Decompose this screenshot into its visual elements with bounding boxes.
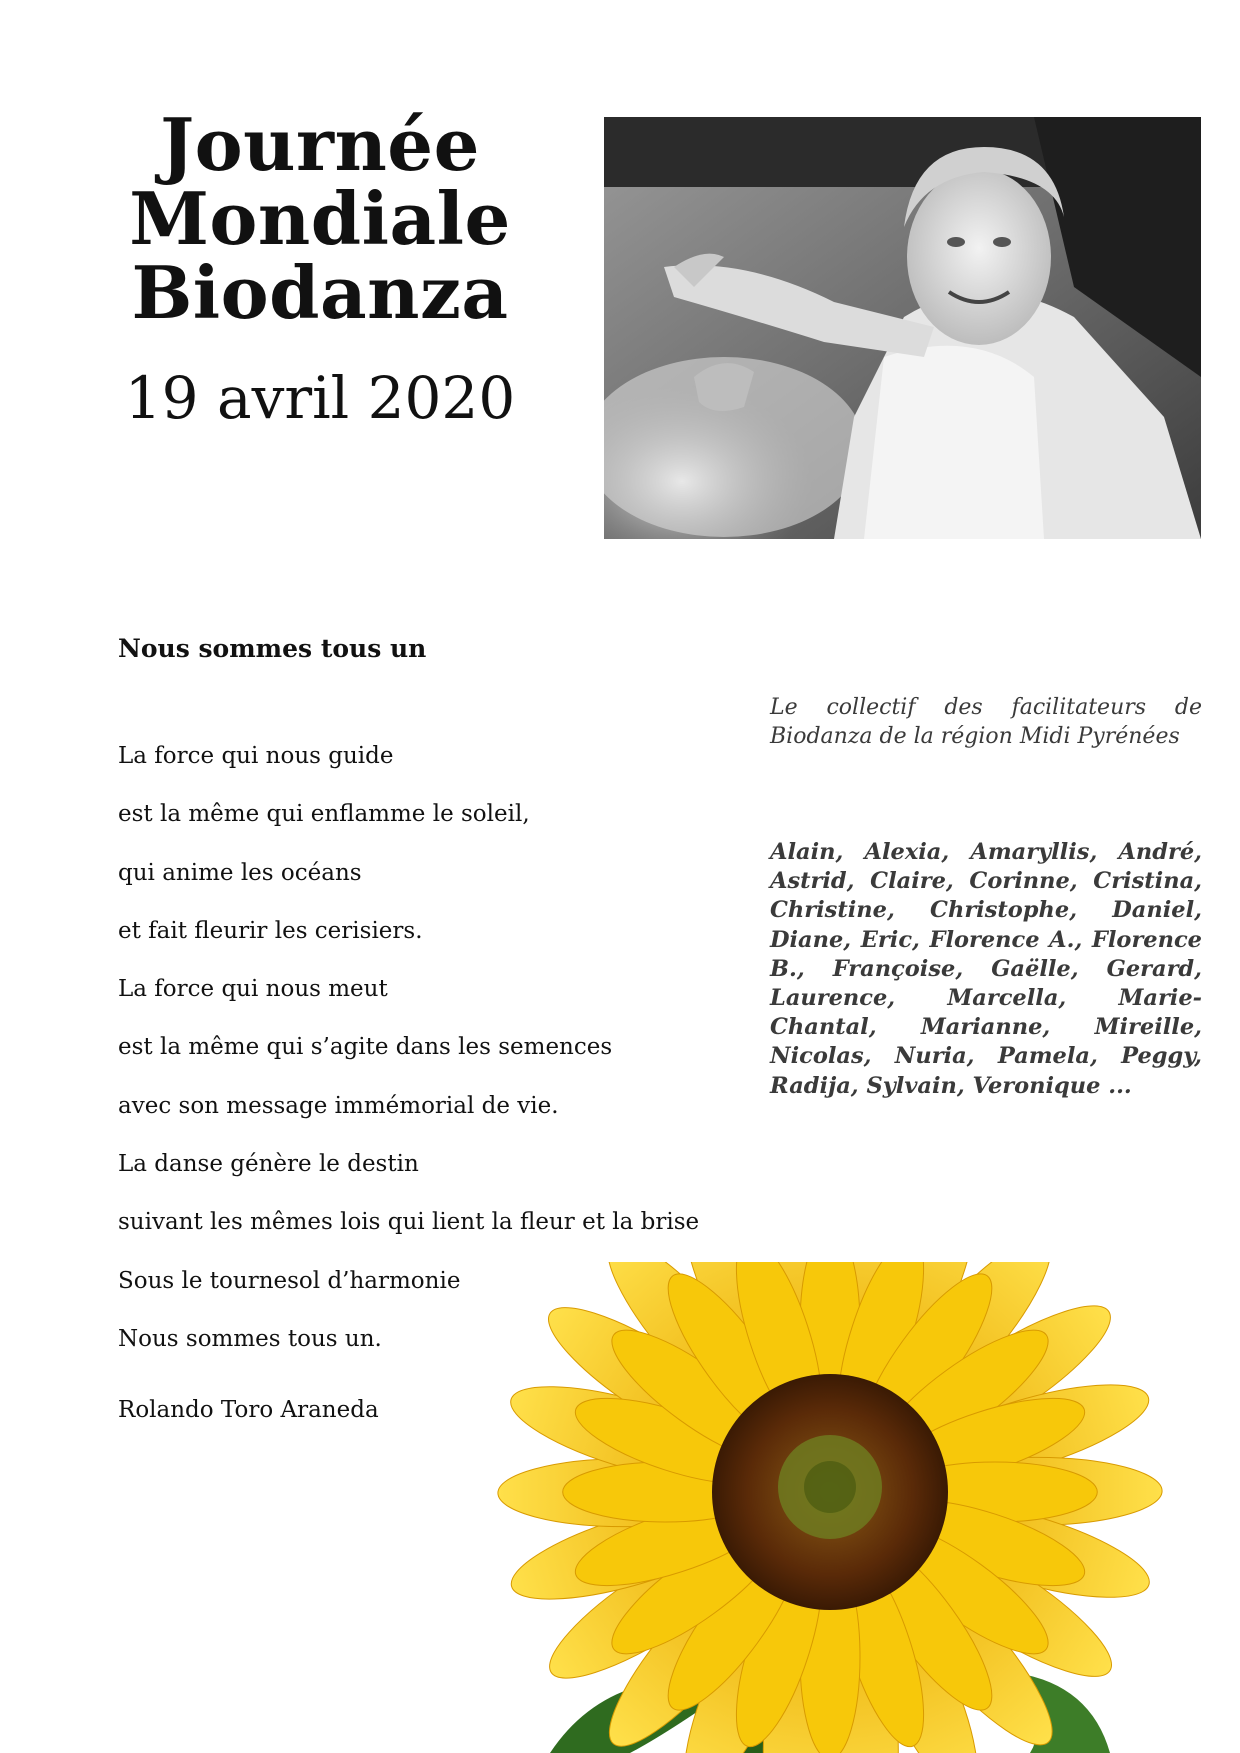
poem-line: La force qui nous guide — [118, 743, 394, 769]
title-line-3: Biodanza — [131, 250, 509, 335]
poem-line: et fait fleurir les cerisiers. — [118, 917, 423, 944]
facilitator-names: Alain, Alexia, Amaryllis, André, Astrid, Claire, Corinne, Cristina, Christine, Christophe, Daniel, Diane, Eric, Florence A., Florence B., Françoise, Gaëlle, Gerard, Laurence, Marcella, Marie-Chantal, Marianne, Mireille, Nicolas, Nuria, Pamela, Peggy, Radija, Sylvain, Veronique ... — [770, 839, 1202, 1099]
poem-line: avec son message immémorial de vie. — [118, 1092, 559, 1119]
poem-line: Nous sommes tous un. — [118, 1325, 382, 1352]
sunflower-image — [490, 1262, 1170, 1753]
collective-intro: Le collectif des facilitateurs de Biodanza de la région Midi Pyrénées — [770, 695, 1202, 749]
poem-title: Nous sommes tous un — [118, 634, 427, 663]
poem-line: est la même qui s’agite dans les semences — [118, 1034, 613, 1061]
poem-line: La force qui nous meut — [118, 976, 388, 1003]
dancer-photo — [604, 117, 1201, 539]
poem-line: suivant les mêmes lois qui lient la fleur et la brise — [118, 1209, 700, 1236]
poem-line: est la même qui enflamme le soleil, — [118, 801, 530, 828]
title-line-1: Journée — [160, 102, 480, 187]
event-date: 19 avril 2020 — [124, 364, 516, 432]
poem-line: Sous le tournesol d’harmonie — [118, 1267, 461, 1294]
title-line-2: Mondiale — [129, 176, 511, 261]
poem-author: Rolando Toro Araneda — [118, 1397, 379, 1423]
poem-line: La danse génère le destin — [118, 1151, 419, 1178]
page-title — [60, 102, 580, 335]
poem-line: qui anime les océans — [118, 859, 362, 886]
